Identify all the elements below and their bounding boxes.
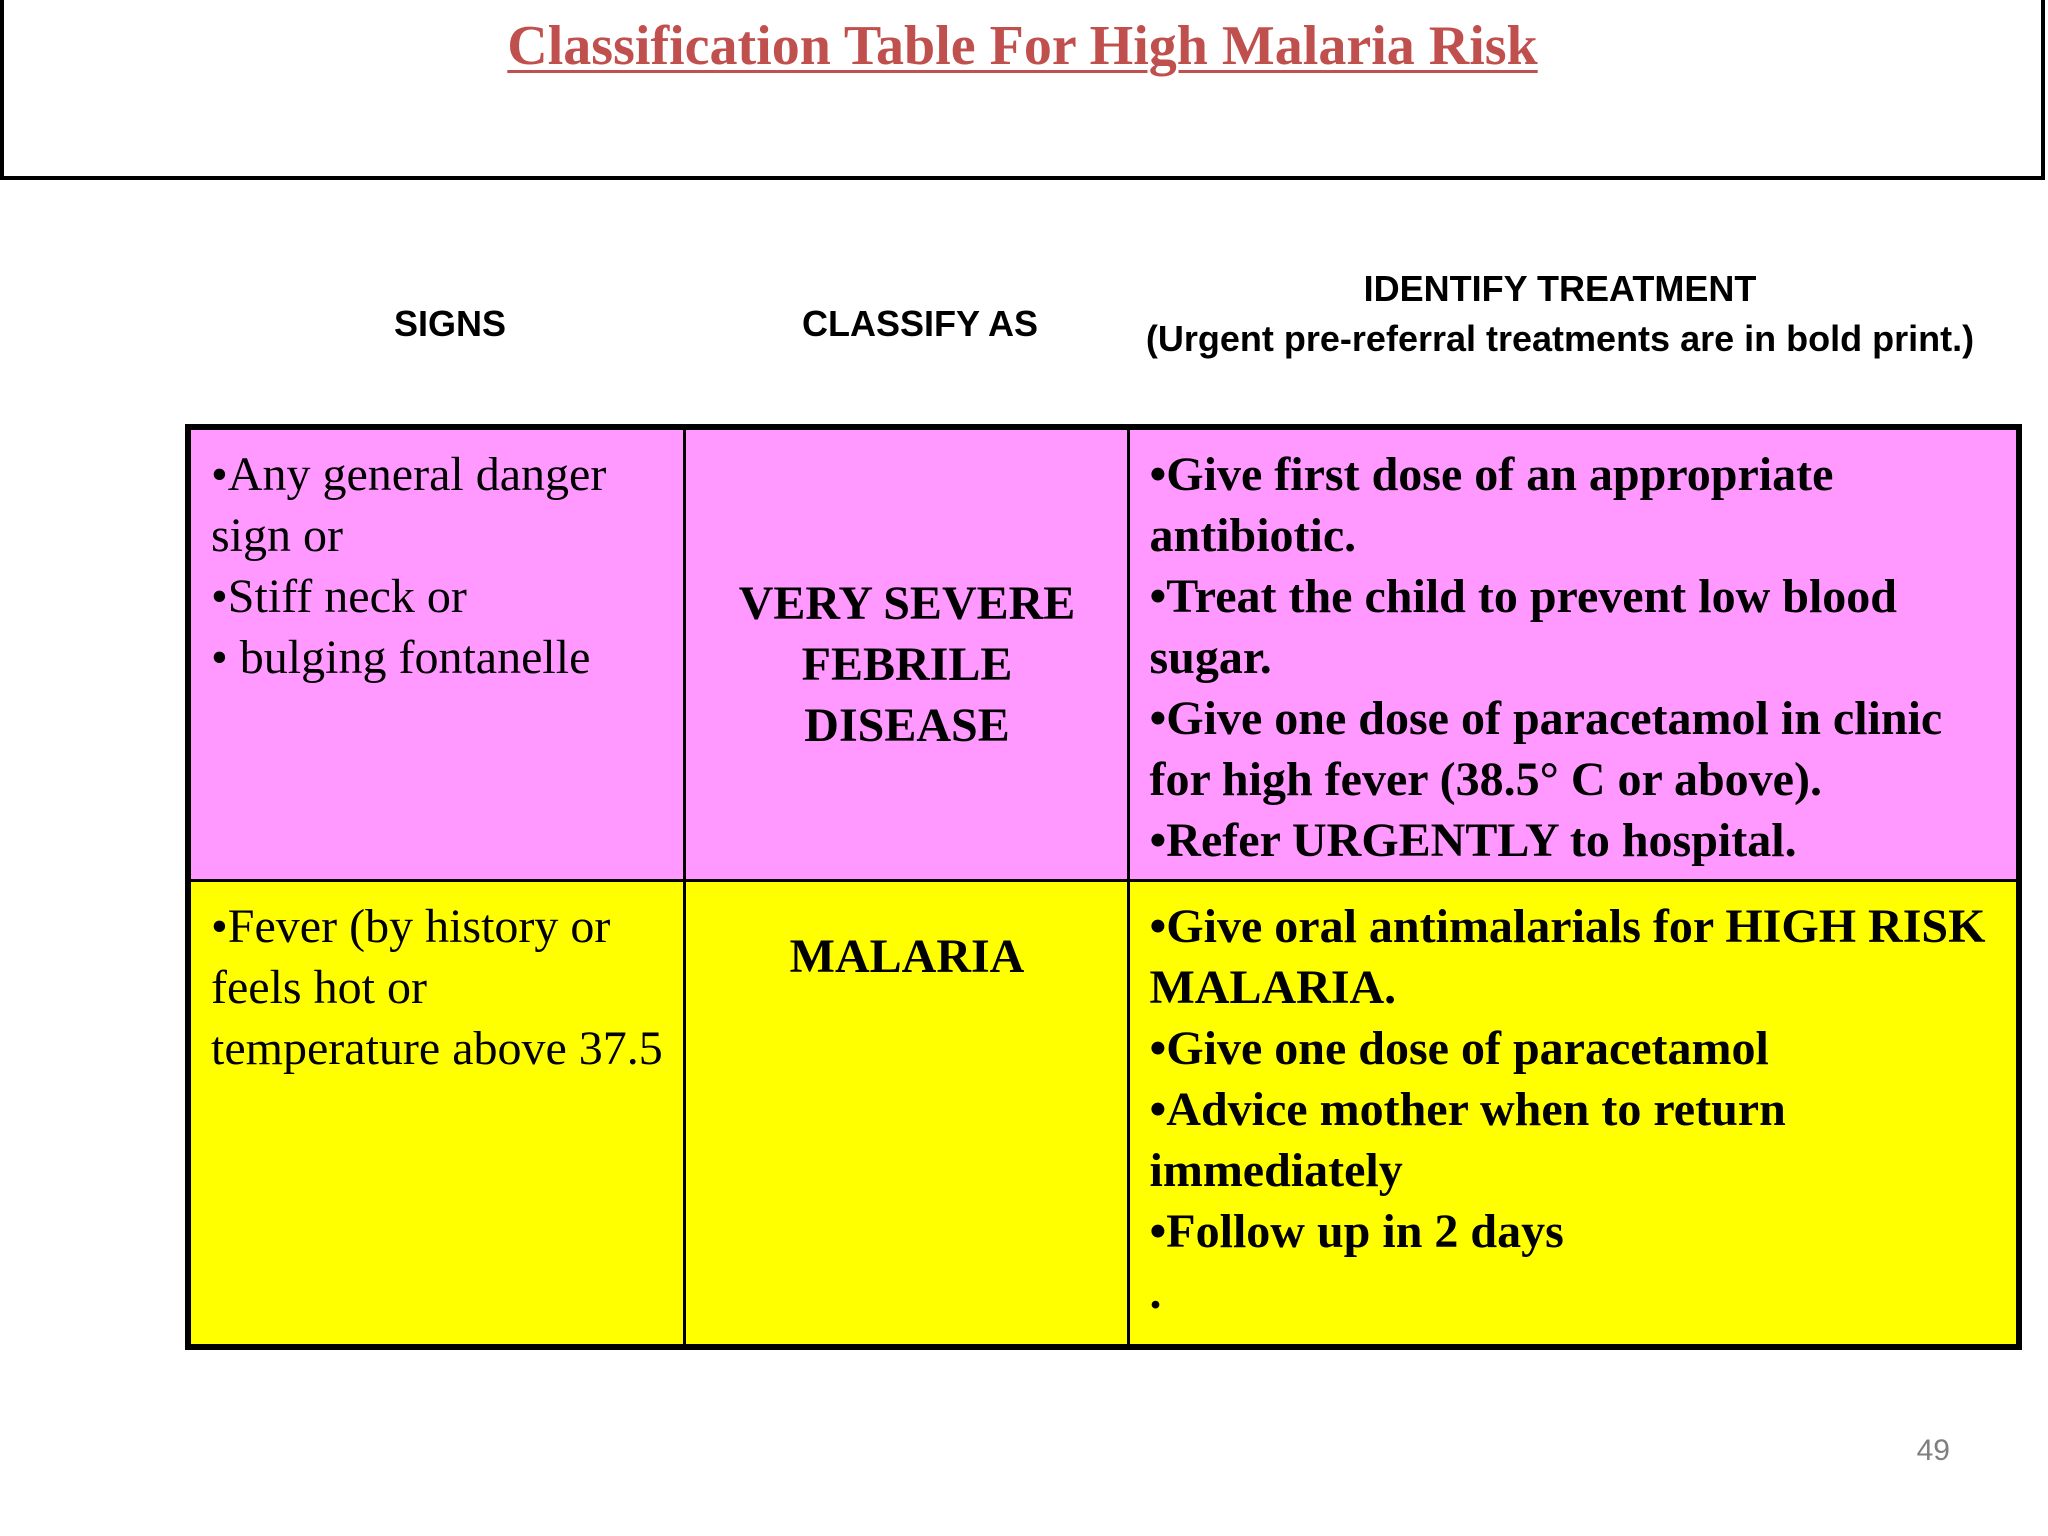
treatment-item: •Give one dose of paracetamol	[1149, 1021, 1769, 1075]
treatment-cell	[1128, 880, 2019, 1347]
treatment-item: •Treat the child to prevent low blood sugar.	[1149, 570, 1897, 684]
header-classify-as: CLASSIFY AS	[801, 303, 1039, 344]
sign-item: • bulging fontanelle	[211, 631, 591, 684]
table-row-malaria	[188, 880, 2019, 1347]
slide-title: Classification Table For High Malaria Risk	[507, 15, 1538, 77]
header-treatment-note: (Urgent pre-referral treatments are in bold print.)	[1145, 318, 1975, 359]
signs-cell	[188, 427, 684, 880]
treatment-cell	[1128, 427, 2019, 880]
classification-line: VERY SEVERE	[738, 576, 1076, 630]
classification-line: MALARIA	[789, 929, 1025, 983]
classification-line: DISEASE	[804, 698, 1010, 752]
header-treatment-title: IDENTIFY TREATMENT	[1363, 268, 1757, 309]
treatment-item: •Refer URGENTLY to hospital.	[1149, 814, 1797, 867]
title-box	[0, 0, 2045, 180]
sign-item: •Stiff neck or	[211, 570, 467, 623]
header-signs: SIGNS	[393, 303, 507, 344]
classification-line: FEBRILE	[801, 637, 1013, 691]
page-number: 49	[1916, 1434, 1950, 1467]
treatment-item: •Follow up in 2 days	[1149, 1204, 1564, 1258]
signs-cell	[188, 880, 684, 1347]
sign-item: •Fever (by history or feels hot or temperature above 37.5	[211, 899, 663, 1075]
sign-item: •Any general danger sign or	[211, 448, 607, 562]
treatment-item: •Advice mother when to return immediately	[1149, 1082, 1786, 1197]
table-row-very-severe-febrile-disease	[188, 427, 2019, 880]
treatment-item: •Give oral antimalarials for HIGH RISK MALARIA.	[1149, 899, 1986, 1014]
treatment-item: .	[1149, 1265, 1162, 1319]
treatment-item: •Give first dose of an appropriate antibiotic.	[1149, 448, 1834, 562]
classification-cell	[684, 880, 1128, 1347]
classification-table	[185, 424, 2022, 1350]
classification-cell	[684, 427, 1128, 880]
treatment-item: •Give one dose of paracetamol in clinic for high fever (38.5° C or above).	[1149, 692, 1943, 806]
header-identify-treatment	[1090, 264, 2030, 364]
